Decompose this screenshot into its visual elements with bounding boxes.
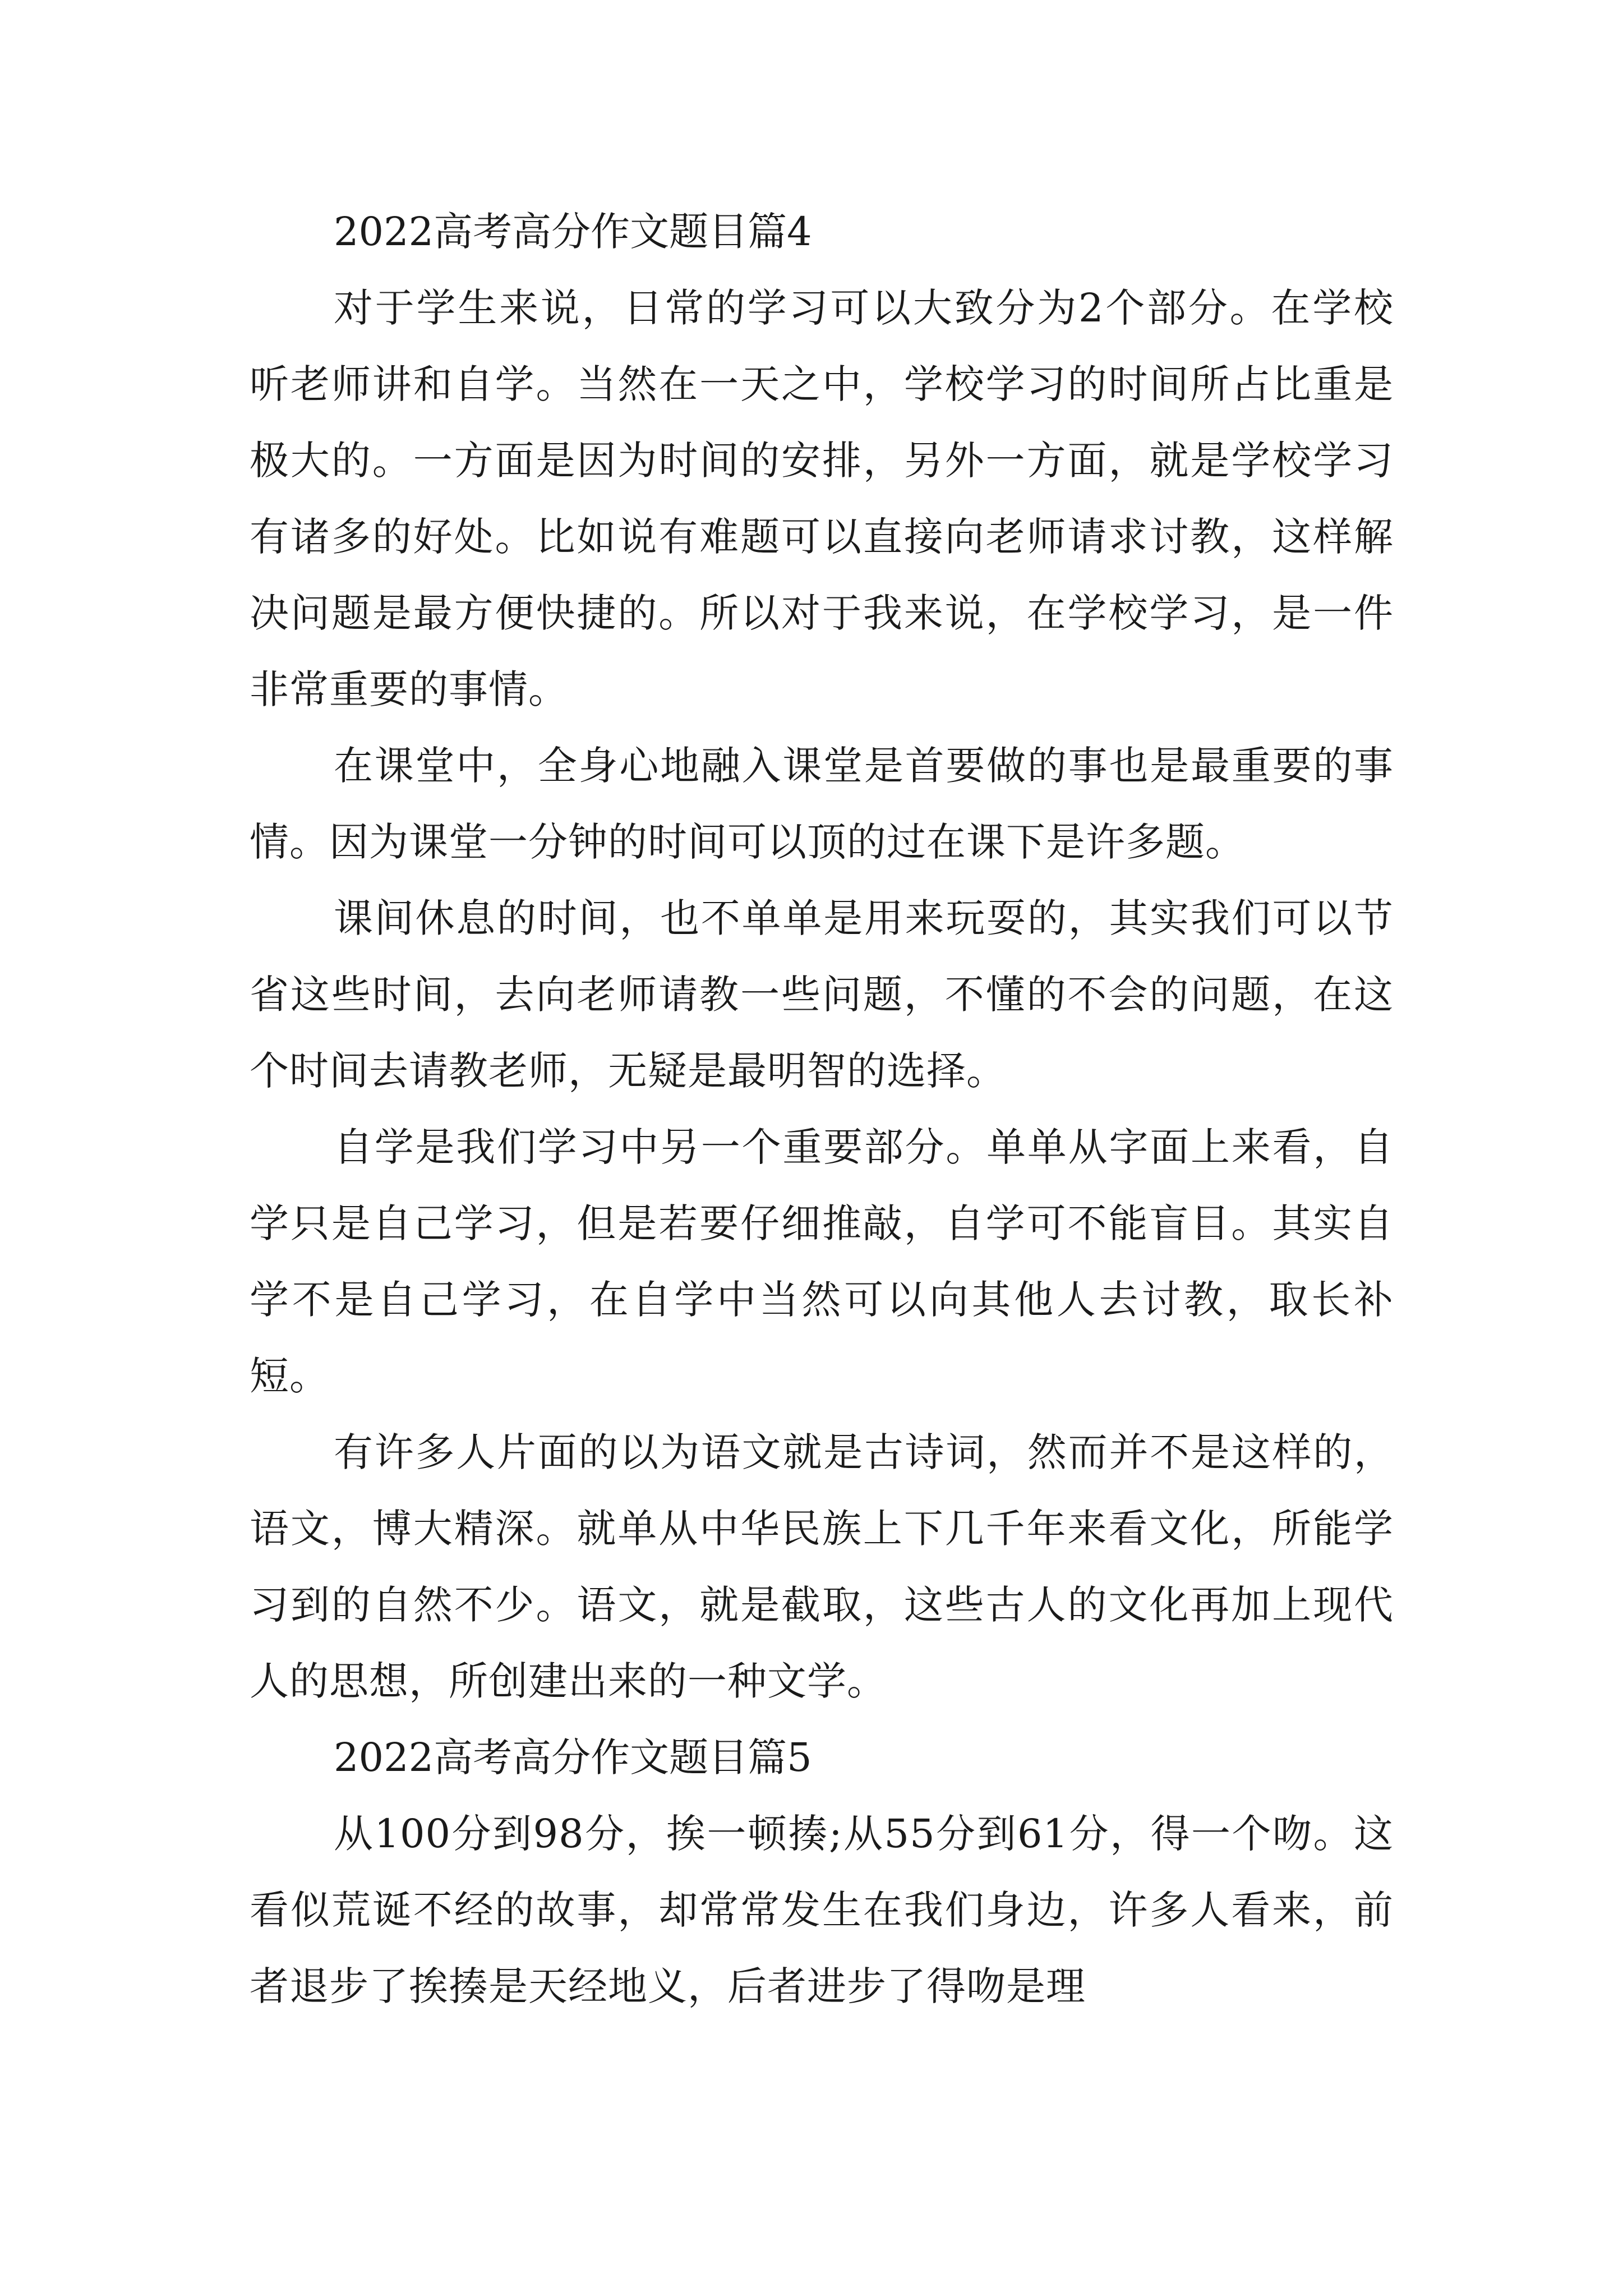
paragraph: 有许多人片面的以为语文就是古诗词，然而并不是这样的，语文，博大精深。就单从中华民族上下几千年来看文化，所能学习到的自然不少。语文，就是截取，这些古人的文化再加上现代人的思想，所创建出来的一种文学。 [250,1429,1394,1704]
section-heading-4: 2022高考高分作文题目篇4 [334,209,812,255]
paragraph: 对于学生来说，日常的学习可以大致分为2个部分。在学校听老师讲和自学。当然在一天之中，学校学习的时间所占比重是极大的。一方面是因为时间的安排，另外一方面，就是学校学习有诸多的好处。比如说有难题可以直接向老师请求讨教，这样解决问题是最方便快捷的。所以对于我来说，在学校学习，是一件非常重要的事情。 [250,285,1394,712]
section-heading-5: 2022高考高分作文题目篇5 [334,1734,812,1780]
paragraph: 课间休息的时间，也不单单是用来玩耍的，其实我们可以节省这些时间，去向老师请教一些问题，不懂的不会的问题，在这个时间去请教老师，无疑是最明智的选择。 [250,895,1394,1094]
paragraph: 自学是我们学习中另一个重要部分。单单从字面上来看，自学只是自己学习，但是若要仔细推敲，自学可不能盲目。其实自学不是自己学习，在自学中当然可以向其他人去讨教，取长补短。 [250,1124,1394,1399]
paragraph: 从100分到98分，挨一顿揍;从55分到61分，得一个吻。这看似荒诞不经的故事，却常常发生在我们身边，许多人看来，前者退步了挨揍是天经地义，后者进步了得吻是理 [250,1811,1394,2009]
paragraph: 在课堂中，全身心地融入课堂是首要做的事也是最重要的事情。因为课堂一分钟的时间可以顶的过在课下是许多题。 [250,743,1394,865]
document-body [250,194,1394,2024]
